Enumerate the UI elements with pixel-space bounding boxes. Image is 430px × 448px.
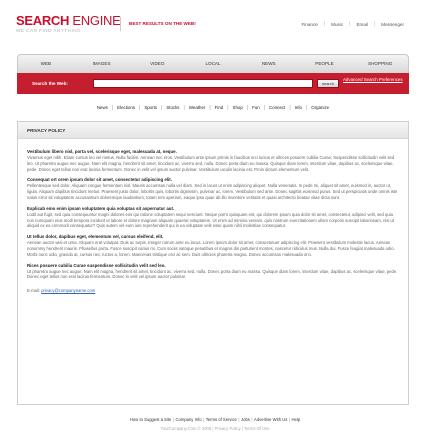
policy-section	[27, 149, 398, 172]
section-text: Lodit aut fugit, sed quia consequuntur magni dolores eos qui ratione voluptatem sequi nesciunt. Neque porro quisquam est, qui dolorem ipsum quia dolor sit amet, consectetur, adipisci velit, sed quia non numquam eius modi tempora incidunt ut labore et dolore magnam aliquam quaerat voluptatem. Ut enim ad minima veniam, quis nostrum exercitationem ullam corporis suscipit laboriosam, nisi ut aliquid ex ea commodi consequatur? Quis autem vel eum iure reprehenderit qui in ea voluptate velit esse quam nihil molestiae consequatur.	[27, 211, 395, 229]
separator: |	[172, 417, 174, 422]
main-nav	[17, 54, 409, 73]
separator: |	[288, 417, 290, 422]
search-button[interactable]: search	[317, 79, 339, 88]
footer-link-suggest-site[interactable]: How to Suggest a Site	[129, 417, 172, 422]
logo-thin: ENGINE	[72, 13, 121, 28]
separator: |	[246, 104, 249, 111]
subnav-find[interactable]: Find	[214, 105, 224, 110]
copyright: YourCompany.Com © 2006 | Privacy Policy | Terms Of Use	[160, 426, 270, 431]
site-header	[0, 0, 430, 48]
separator: |	[349, 21, 351, 27]
email-link[interactable]: privacy@companyname.com	[41, 288, 96, 294]
policy-section	[27, 206, 398, 229]
footer-link-company-info[interactable]: Company Info	[175, 417, 202, 422]
policy-section	[27, 263, 398, 281]
nav-news[interactable]: NEWS	[261, 61, 276, 66]
toplink-email[interactable]: Email	[356, 21, 368, 27]
logo-bold: SEARCH	[16, 13, 70, 28]
nav-people[interactable]: PEOPLE	[315, 61, 334, 66]
search-label: Search the Web:	[32, 81, 68, 86]
email-label: E-mail:	[27, 288, 41, 294]
separator: |	[209, 104, 211, 111]
page-title: PRIVACY POLICY	[18, 122, 408, 139]
subnav-elections[interactable]: Elections	[117, 105, 135, 110]
nav-web[interactable]: WEB	[40, 61, 52, 66]
site-logo[interactable]	[16, 14, 120, 34]
section-text: Vivamus eget nibh. Etiam cursus leo vel metus. Nulla facilisi. Aenean nec eros. Vestibulum ante ipsum primis in faucibus orci luctus et ultrices posuere cubilia Curae; Suspendisse sollicitudin velit sed leo. Ut pharetra augue nec augue. Nam elit magna, hendrerit sit amet, tincidunt ac, viverra sed, nulla. Donec porta diam eu massa. Quisque diam lorem, interdum vitae, dapibus ac, scelerisque vitae, pede. Donec eget tellus non erat lacinia fermentum. Donec in velit vel ipsum auctor pulvinar. Vestibulum iaculis lacinia est. Proin dictum elementum velit.	[27, 155, 395, 172]
separator: |	[323, 21, 326, 27]
separator: |	[251, 417, 253, 422]
nav-local[interactable]: LOCAL	[205, 61, 221, 66]
separator: |	[183, 104, 185, 111]
sub-nav	[17, 101, 409, 114]
subnav-info[interactable]: Info	[294, 105, 302, 110]
nav-video[interactable]: VIDEO	[150, 61, 165, 66]
search-bar	[17, 73, 409, 94]
subnav-stocks[interactable]: Stocks	[166, 105, 180, 110]
subnav-fun[interactable]: Fun	[252, 105, 260, 110]
section-title: Rices posuere cubilia Curae suspendisse sollicitudin velit sed leo.	[27, 262, 166, 268]
separator: |	[373, 21, 376, 27]
search-input[interactable]	[93, 79, 313, 88]
footer-link-jobs[interactable]: Jobs	[241, 417, 250, 422]
footer-links	[0, 417, 430, 422]
tagline: BEST RESULTS ON THE WEB!	[120, 17, 196, 31]
separator: |	[139, 104, 141, 111]
footer-link-advertise[interactable]: Advertise With Us	[254, 417, 288, 422]
logo-slogan: WE CAN FIND ANYTHING	[16, 28, 82, 33]
policy-section	[27, 177, 398, 200]
section-text: Ut pharetra augue nec augue. Nam elit magna, hendrerit sit amet, tincidunt ac, viverra sed, nulla. Donec porta diam eu massa. Quisque diam lorem, interdum vitae, dapibus ac, scelerisque vitae, pede. Donec eget tellus non erat lacinia fermentum. Donec in velit vel ipsum auctor pulvinar.	[27, 268, 398, 280]
advanced-search-link[interactable]: Advanced Search Preferences	[343, 77, 403, 82]
section-title: Explicab emo enim ipsam voluptatem quia voluptas sit aspernatur aut.	[27, 205, 175, 211]
nav-shopping[interactable]: SHOPPING	[368, 61, 393, 66]
section-title: Ut tellus dolor, dapibus eget, elementum vel, cursus eleifend, elit.	[27, 234, 164, 240]
policy-section	[27, 234, 398, 257]
subnav-sports[interactable]: Sports	[144, 105, 158, 110]
separator: |	[238, 417, 240, 422]
subnav-weather[interactable]: Weather	[188, 105, 206, 110]
logo-text	[16, 14, 120, 27]
separator: |	[161, 104, 163, 111]
contact-email-line	[27, 288, 398, 293]
separator: |	[289, 104, 291, 111]
section-title: Vestibulum libero nisl, porta vel, scelerisque eget, malesuada at, neque.	[27, 149, 177, 154]
section-text: Aenean auctor wisi et urna. Aliquam erat volutpat. Duis ac turpis. Integer rutrum ante eu lacus. Lorem ipsum dolor sit amet, consectetuer adipiscing elit. Praesent vestibulum molestie lacus. Aenean nonummy hendrerit mauris. Phasellus porta. Fusce suscipit varius mi. Cum sociis natoque penatibus et magnis dis parturient montes, nascetur ridiculus mus. Nulla dui. Fusce feugiat malesuada odio. Morbi nunc odio, gravida at, cursus nec, luctus a, lorem. Maecenas tristique orci ac sem. Duis ultricies pharetra magna. Donec accumsan malesuada orci.	[27, 240, 395, 257]
content-body	[18, 139, 408, 293]
subnav-connect[interactable]: Connect	[268, 105, 286, 110]
separator: |	[227, 104, 229, 111]
footer-link-help[interactable]: Help	[291, 417, 301, 422]
subnav-organize[interactable]: Organize	[311, 105, 330, 110]
nav-images[interactable]: IMAGES	[92, 61, 111, 66]
content-panel	[17, 121, 409, 405]
top-links	[295, 21, 410, 27]
site-footer	[0, 417, 430, 431]
section-text: Pellentesque sed dolor. Aliquam congue fermentum nisl. Mauris accumsan nulla vel diam. Sed in lacus ut enim adipiscing aliquet. Nulla venenatis. In pede mi, aliquet sit amet, euismod in, auctor ut, ligula. Aliquam dapibus tincidunt metus. Praesent justo dolor, lobortis quis, lobortis dignissim, pulvinar ac, lorem. Vestibulum sed ante. Donec sagittis euismod purus. Sed ut perspiciatis unde omnis iste natus error sit voluptatem accusantium doloremque laudantium, totam rem aperiam, eaque ipsa quae ab illo inventore veritatis et quasi architecto beatae vitae dicta sunt.	[27, 183, 398, 200]
subnav-news[interactable]: News	[96, 105, 108, 110]
subnav-shop[interactable]: Shop	[232, 105, 243, 110]
separator: |	[263, 104, 265, 111]
separator: |	[203, 417, 205, 422]
toplink-finance[interactable]: Finance	[301, 21, 318, 27]
separator: |	[111, 104, 114, 111]
section-title: Consequat ort orem ipsum dolor sit amet, consectetur adipiscing elit.	[27, 177, 172, 183]
toplink-music[interactable]: Music	[331, 21, 344, 27]
separator: |	[305, 104, 308, 111]
toplink-messenger[interactable]: Messenger	[381, 21, 404, 27]
footer-link-terms[interactable]: Terms of Service	[205, 417, 237, 422]
